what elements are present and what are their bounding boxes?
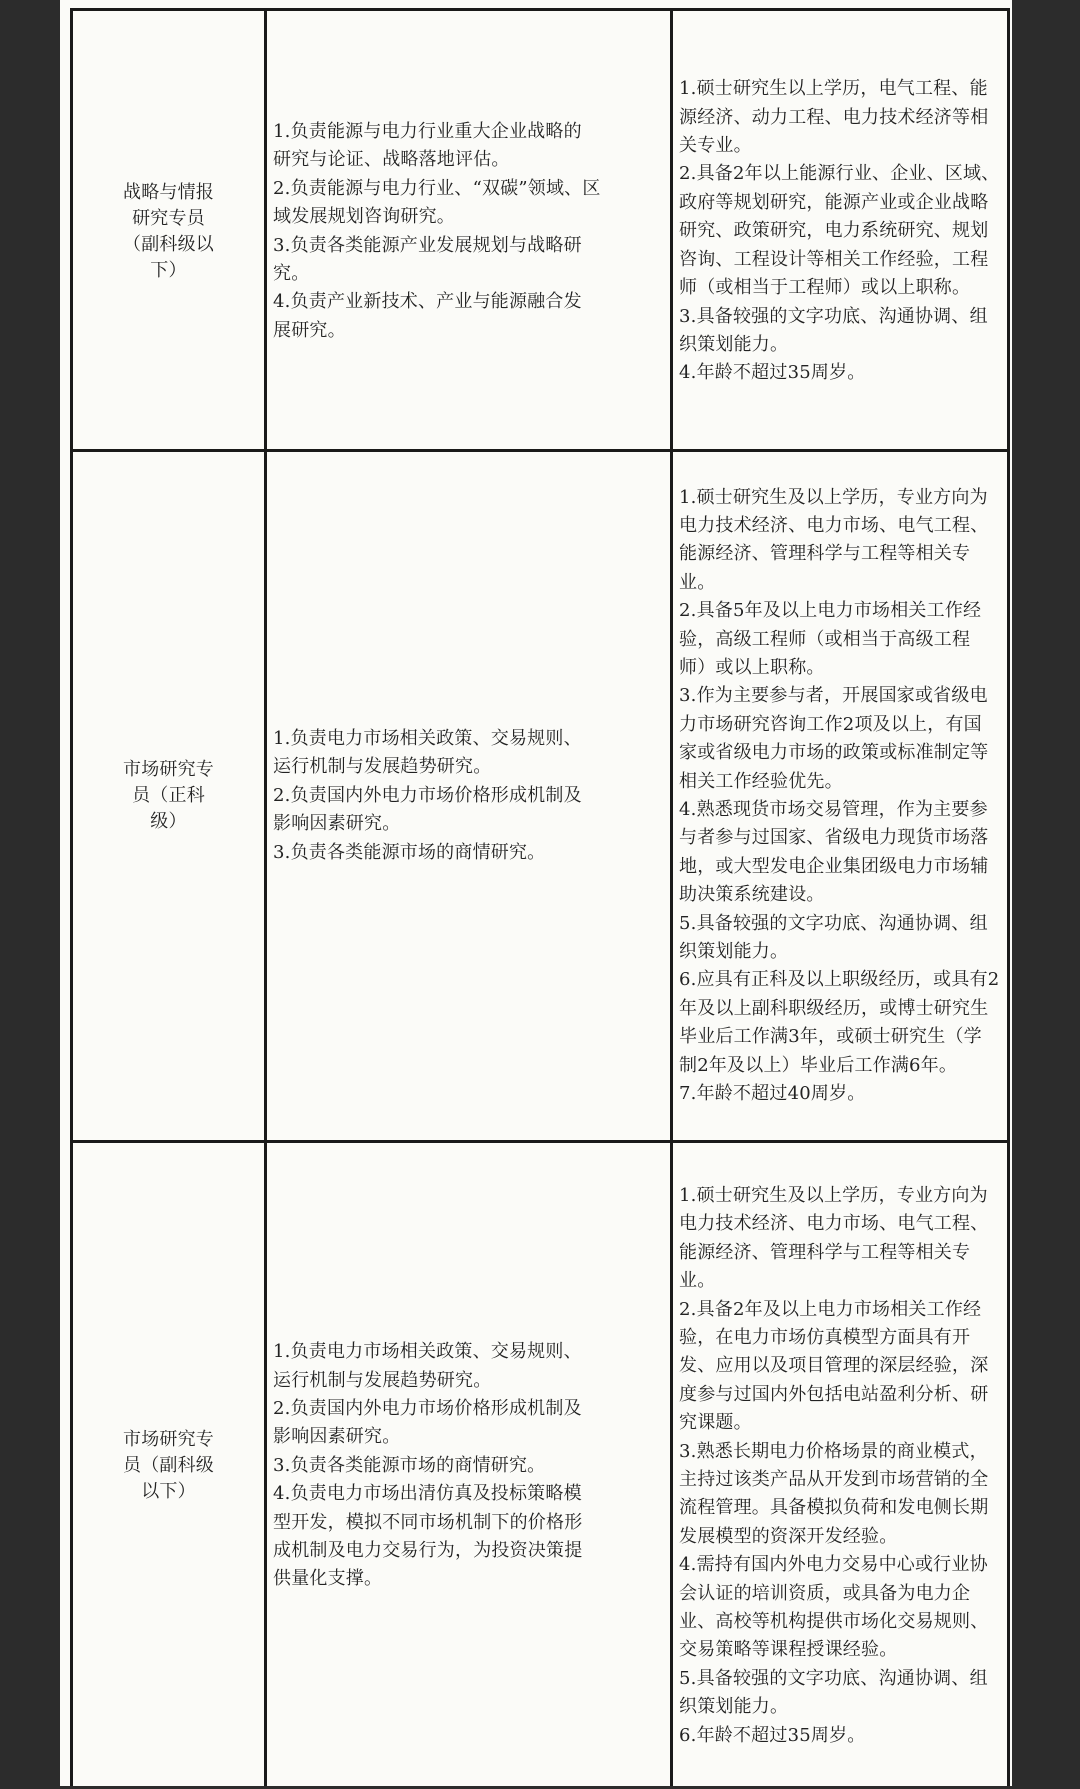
text-line: 2.具备2年及以上电力市场相关工作经	[679, 1298, 982, 1320]
row-1-requirements-cell	[673, 14, 1007, 449]
text-line: 主持过该类产品从开发到市场营销的全	[679, 1469, 989, 1490]
text-line: 关专业。	[679, 135, 752, 157]
text-line: 年及以上副科职级经历，或博士研究生	[679, 997, 989, 1019]
text-line: 2.具备5年及以上电力市场相关工作经	[679, 600, 982, 622]
text-line: 师（或相当于工程师）或以上职称。	[679, 277, 971, 299]
text-line: 验，在电力市场仿真模型方面具有开	[679, 1326, 971, 1348]
text-line: 4.负责电力市场出清仿真及投标策略模	[273, 1483, 582, 1505]
text-line: 供量化支撑。	[273, 1568, 383, 1590]
text-line: 政府等规划研究，能源产业或企业战略	[679, 191, 989, 213]
recruitment-table	[70, 8, 1010, 1786]
text-line: 织策划能力。	[679, 941, 789, 963]
requirements-text	[679, 484, 1001, 1109]
text-line: 电力技术经济、电力市场、电气工程、	[679, 514, 989, 536]
text-line: 员（正科	[132, 785, 205, 806]
row-1-position-cell	[73, 14, 264, 449]
text-line: 4.负责产业新技术、产业与能源融合发	[273, 291, 582, 313]
text-line: 展研究。	[273, 319, 346, 341]
text-line: 咨询、工程设计等相关工作经验，工程	[679, 248, 989, 270]
text-line: 1.硕士研究生及以上学历，专业方向为	[679, 486, 988, 508]
text-line: 市场研究专	[123, 1429, 214, 1450]
text-line: 毕业后工作满3年，或硕士研究生（学	[679, 1026, 982, 1048]
row-2-duties-cell	[267, 452, 670, 1140]
text-line: 研究、政策研究，电力系统研究、规划	[679, 220, 989, 242]
requirements-text	[679, 1182, 1001, 1750]
text-line: 师）或以上职称。	[679, 656, 825, 678]
text-line: 家或省级电力市场的政策或标准制定等	[679, 742, 989, 764]
text-line: 4.年龄不超过35周岁。	[679, 362, 866, 384]
text-line: 3.负责各类能源产业发展规划与战略研	[273, 234, 582, 256]
text-line: 交易策略等课程授课经验。	[679, 1639, 898, 1661]
text-line: 以下）	[141, 1481, 196, 1502]
text-line: 2.具备2年以上能源行业、企业、区域、	[679, 163, 1000, 185]
text-line: 究课题。	[679, 1412, 752, 1434]
text-line: 能源经济、管理科学与工程等相关专	[679, 543, 971, 565]
document-page	[60, 0, 1012, 1786]
text-line: 3.具备较强的文字功底、沟通协调、组	[679, 305, 988, 327]
text-line: 研究与论证、战略落地评估。	[273, 149, 510, 171]
text-line: （副科级以	[123, 233, 214, 255]
text-line: 3.作为主要参与者，开展国家或省级电	[679, 685, 988, 707]
position-title	[81, 757, 256, 835]
text-line: 影响因素研究。	[273, 813, 401, 835]
text-line: 级）	[150, 811, 187, 832]
text-line: 制2年及以上）毕业后工作满6年。	[679, 1054, 958, 1076]
text-line: 织策划能力。	[679, 333, 789, 355]
text-line: 相关工作经验优先。	[679, 770, 843, 792]
text-line: 能源经济、管理科学与工程等相关专	[679, 1241, 971, 1263]
text-line: 5.具备较强的文字功底、沟通协调、组	[679, 1667, 988, 1689]
text-line: 员（副科级	[123, 1455, 214, 1476]
text-line: 运行机制与发展趋势研究。	[273, 1369, 492, 1391]
text-line: 6.应具有正科及以上职级经历，或具有2	[679, 969, 1000, 991]
text-line: 会认证的培训资质，或具备为电力企	[679, 1582, 971, 1604]
text-line: 织策划能力。	[679, 1696, 789, 1718]
text-line: 1.硕士研究生以上学历，电气工程、能	[679, 78, 988, 100]
text-line: 成机制及电力交易行为，为投资决策提	[273, 1540, 583, 1562]
text-line: 市场研究专	[123, 759, 214, 780]
text-line: 型开发，模拟不同市场机制下的价格形	[273, 1511, 583, 1533]
text-line: 1.负责电力市场相关政策、交易规则、	[273, 1341, 582, 1363]
duties-text	[273, 1338, 664, 1594]
text-line: 2.负责国内外电力市场价格形成机制及	[273, 1397, 582, 1419]
row-3-duties-cell	[267, 1143, 670, 1789]
text-line: 1.负责电力市场相关政策、交易规则、	[273, 727, 582, 749]
text-line: 战略与情报	[123, 181, 214, 203]
row-3-requirements-cell	[673, 1143, 1007, 1789]
text-line: 1.硕士研究生及以上学历，专业方向为	[679, 1184, 988, 1206]
text-line: 业。	[679, 1270, 716, 1292]
text-line: 业。	[679, 571, 716, 593]
text-line: 与者参与过国家、省级电力现货市场落	[679, 827, 989, 849]
text-line: 度参与过国内外包括电站盈利分析、研	[679, 1383, 989, 1405]
position-title	[81, 180, 256, 284]
text-line: 2.负责国内外电力市场价格形成机制及	[273, 784, 582, 806]
text-line: 4.熟悉现货市场交易管理，作为主要参	[679, 799, 988, 820]
row-3-position-cell	[73, 1143, 264, 1789]
duties-text	[273, 118, 664, 345]
text-line: 运行机制与发展趋势研究。	[273, 756, 492, 778]
text-line: 7.年龄不超过40周岁。	[679, 1083, 866, 1105]
text-line: 5.具备较强的文字功底、沟通协调、组	[679, 912, 988, 934]
text-line: 发、应用以及项目管理的深层经验，深	[679, 1355, 989, 1377]
row-1-duties-cell	[267, 14, 670, 449]
text-line: 1.负责能源与电力行业重大企业战略的	[273, 120, 582, 142]
requirements-text	[679, 75, 1001, 387]
text-line: 3.熟悉长期电力价格场景的商业模式，	[679, 1440, 988, 1462]
text-line: 4.需持有国内外电力交易中心或行业协	[679, 1554, 988, 1576]
text-line: 流程管理。具备模拟负荷和发电侧长期	[679, 1497, 989, 1519]
duties-text	[273, 725, 664, 867]
text-line: 研究专员	[132, 207, 205, 229]
text-line: 下）	[150, 259, 187, 281]
text-line: 源经济、动力工程、电力技术经济等相	[679, 106, 989, 128]
row-2-position-cell	[73, 452, 264, 1140]
text-line: 验，高级工程师（或相当于高级工程	[679, 628, 971, 650]
text-line: 究。	[273, 262, 310, 284]
text-line: 3.负责各类能源市场的商情研究。	[273, 841, 546, 863]
text-line: 业、高校等机构提供市场化交易规则、	[679, 1611, 989, 1633]
text-line: 发展模型的资深开发经验。	[679, 1525, 898, 1547]
text-line: 6.年龄不超过35周岁。	[679, 1724, 866, 1746]
text-line: 域发展规划咨询研究。	[273, 206, 455, 228]
text-line: 电力技术经济、电力市场、电气工程、	[679, 1213, 989, 1235]
row-2-requirements-cell	[673, 452, 1007, 1140]
text-line: 影响因素研究。	[273, 1426, 401, 1448]
position-title	[81, 1427, 256, 1505]
text-line: 2.负责能源与电力行业、“双碳”领域、区	[273, 177, 601, 199]
text-line: 力市场研究咨询工作2项及以上，有国	[679, 713, 982, 735]
text-line: 助决策系统建设。	[679, 884, 825, 906]
text-line: 地，或大型发电企业集团级电力市场辅	[679, 855, 989, 877]
text-line: 3.负责各类能源市场的商情研究。	[273, 1454, 546, 1476]
